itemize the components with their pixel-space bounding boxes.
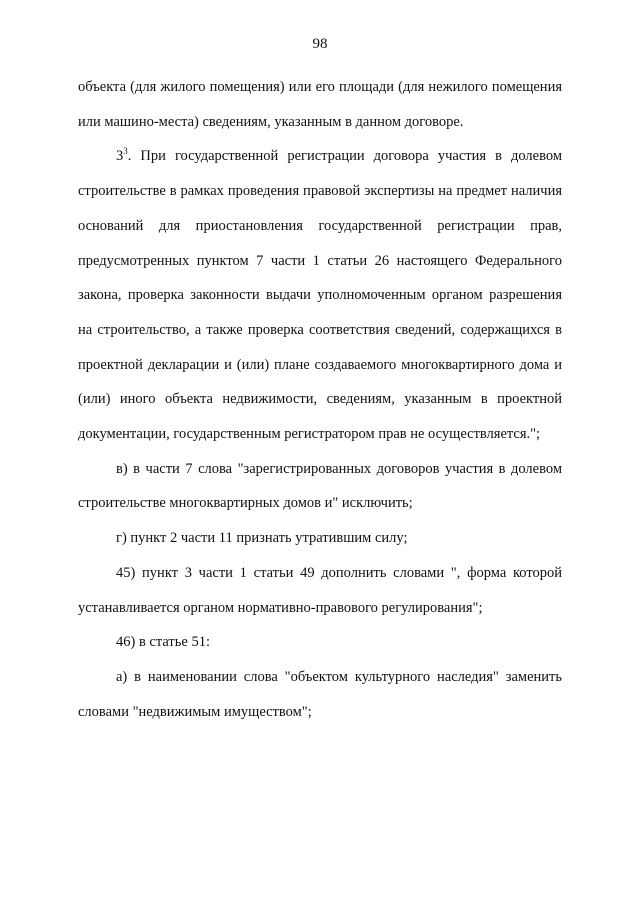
paragraph-item-46: 46) в статье 51: bbox=[116, 634, 210, 651]
clause-number-superscript: 3 bbox=[123, 146, 128, 157]
page-number: 98 bbox=[312, 36, 328, 52]
paragraph-item-g: г) пункт 2 части 11 признать утратившим силу; bbox=[116, 530, 408, 547]
paragraph-3-3-legal-review bbox=[78, 139, 562, 451]
paragraph-text: . При государственной регистрации договора участия в долевом строительстве в рамках проведения правовой экспертизы на предмет наличия оснований для приостановления государственной регистрации прав, предусмотренных пунктом 7 части 1 статьи 26 настоящего Федерального закона, проверка законности выдачи уполномоченным органом разрешения на строительство, а также проверка соответствия сведений, содержащихся в проектной декларации и (или) плане создаваемого многоквартирного дома и (или) иного объекта недвижимости, сведениям, указанным в проектной документации, государственным регистратором прав не осуществляется."; bbox=[78, 148, 562, 443]
paragraph-object-area: объекта (для жилого помещения) или его площади (для нежилого помещения или машино-места) сведениям, указанным в данном договоре. bbox=[78, 79, 562, 130]
paragraph-item-a: а) в наименовании слова "объектом культурного наследия" заменить словами "недвижимым имуществом"; bbox=[78, 668, 562, 720]
document-body bbox=[78, 70, 562, 729]
paragraph-item-45: 45) пункт 3 части 1 статьи 49 дополнить словами ", форма которой устанавливается органом нормативно-правового регулирования"; bbox=[78, 564, 562, 616]
clause-number: 3 bbox=[116, 148, 124, 165]
paragraph-item-v: в) в части 7 слова "зарегистрированных договоров участия в долевом строительстве многоквартирных домов и" исключить; bbox=[78, 460, 562, 512]
